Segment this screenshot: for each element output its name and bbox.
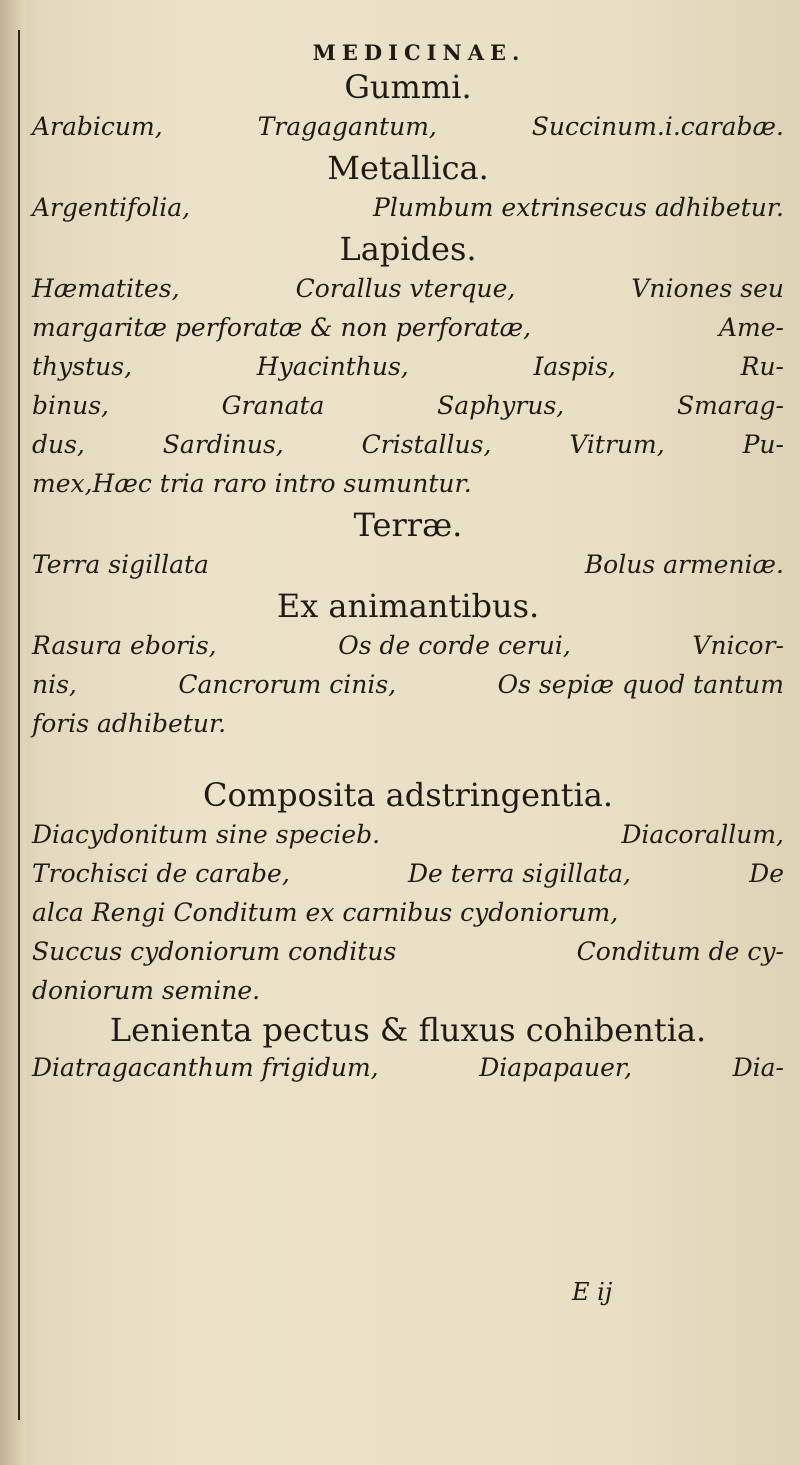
text-segment: Os de corde cerui,: [338, 631, 571, 660]
body-text: [32, 65, 784, 1087]
text-segment: Diapapauer,: [479, 1053, 633, 1082]
text-line: [32, 308, 784, 347]
text-segment: Granata: [221, 391, 325, 420]
text-segment: foris adhibetur.: [32, 709, 227, 738]
text-segment: Succinum.i.carabæ.: [531, 112, 784, 141]
section-title: Metallica.: [327, 149, 489, 187]
text-line: [32, 425, 784, 464]
running-head: MEDICINAE.: [312, 40, 526, 65]
section-title: Gummi.: [344, 68, 472, 106]
text-segment: Dia-: [732, 1053, 784, 1082]
text-segment: Rasura eboris,: [32, 631, 217, 660]
catchword: E ij: [572, 1278, 613, 1306]
text-segment: Terra sigillata: [32, 550, 209, 579]
text-segment: Os sepiæ quod tantum: [497, 670, 784, 699]
text-segment: Cancrorum cinis,: [178, 670, 397, 699]
text-line: [32, 1048, 784, 1087]
text-line: [32, 107, 784, 146]
text-segment: Trochisci de carabe,: [32, 859, 290, 888]
text-segment: thystus,: [32, 352, 133, 381]
text-segment: Vitrum,: [569, 430, 665, 459]
text-segment: Iaspis,: [533, 352, 616, 381]
section-title: Ex animantibus.: [276, 587, 540, 625]
text-segment: Ame-: [718, 313, 784, 342]
margin-rule: [18, 30, 20, 1420]
text-segment: nis,: [32, 670, 77, 699]
section-title: Terræ.: [353, 506, 463, 544]
text-line: [32, 893, 784, 932]
text-line: [32, 971, 784, 1010]
text-segment: mex,Hæc tria raro intro sumuntur.: [32, 469, 472, 498]
text-segment: Succus cydoniorum conditus: [32, 937, 397, 966]
text-segment: margaritæ perforatæ & non perforatæ,: [32, 313, 532, 342]
text-line: [32, 854, 784, 893]
text-line: [32, 347, 784, 386]
text-segment: Hæmatites,: [32, 274, 180, 303]
text-segment: Tragagantum,: [257, 112, 437, 141]
text-segment: Diacorallum,: [621, 820, 784, 849]
section-title: Lapides.: [339, 230, 477, 268]
text-line: [32, 704, 784, 743]
text-line: [32, 815, 784, 854]
text-segment: Diatragacanthum frigidum,: [32, 1053, 379, 1082]
text-segment: De: [749, 859, 784, 888]
text-segment: Ru-: [740, 352, 784, 381]
text-segment: Bolus armeniæ.: [584, 550, 784, 579]
binding-gutter: [0, 0, 26, 1465]
text-segment: Corallus vterque,: [295, 274, 516, 303]
text-segment: Argentifolia,: [32, 193, 191, 222]
text-line: [32, 545, 784, 584]
text-line: [32, 665, 784, 704]
text-segment: Sardinus,: [162, 430, 284, 459]
text-segment: Smarag-: [676, 391, 784, 420]
text-segment: Diacydonitum sine specieb.: [32, 820, 381, 849]
text-line: [32, 626, 784, 665]
text-segment: binus,: [32, 391, 109, 420]
text-segment: Hyacinthus,: [256, 352, 409, 381]
text-segment: Plumbum extrinsecus adhibetur.: [373, 193, 784, 222]
text-segment: Vniones seu: [631, 274, 784, 303]
text-line: [32, 188, 784, 227]
text-line: [32, 386, 784, 425]
text-segment: doniorum semine.: [32, 976, 261, 1005]
section-title: Lenienta pectus & fluxus cohibentia.: [109, 1011, 707, 1049]
text-segment: Saphyrus,: [437, 391, 565, 420]
text-segment: De terra sigillata,: [407, 859, 631, 888]
text-segment: Pu-: [742, 430, 784, 459]
text-segment: Cristallus,: [361, 430, 492, 459]
section-title: Composita adstringentia.: [203, 776, 613, 814]
text-line: [32, 464, 784, 503]
text-segment: dus,: [32, 430, 85, 459]
text-line: [32, 932, 784, 971]
text-segment: Vnicor-: [692, 631, 784, 660]
text-segment: Conditum de cy-: [576, 937, 784, 966]
text-block: [32, 40, 784, 1087]
text-line: [32, 269, 784, 308]
section-gap: [32, 743, 784, 773]
text-segment: alca Rengi Conditum ex carnibus cydoniorum,: [32, 898, 619, 927]
text-segment: Arabicum,: [32, 112, 163, 141]
